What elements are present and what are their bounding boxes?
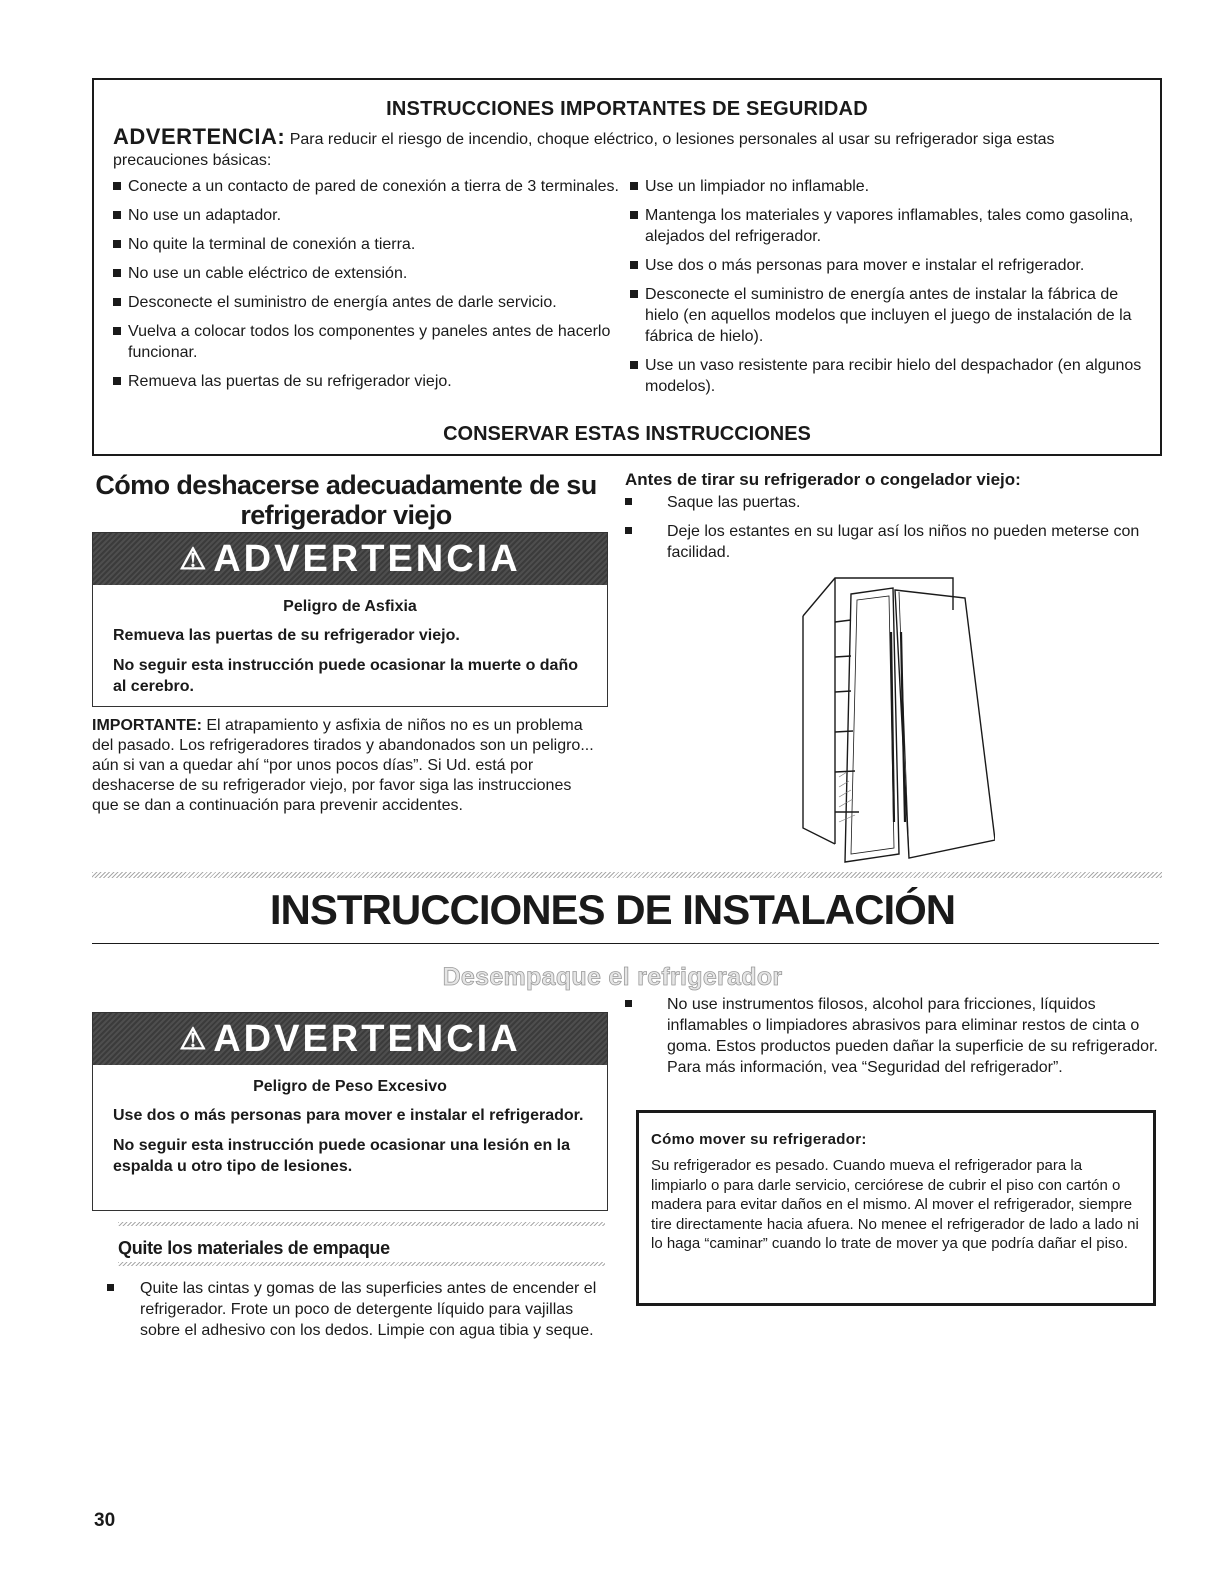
warning-instruction: Use dos o más personas para mover e instalar el refrigerador. bbox=[113, 1107, 584, 1124]
list-item: Deje los estantes en su lugar así los niños no pueden meterse con facilidad. bbox=[622, 521, 1162, 563]
safety-left-list bbox=[113, 176, 623, 400]
moving-refrigerator-box bbox=[636, 1110, 1156, 1306]
list-item: Conecte a un contacto de pared de conexión a tierra de 3 terminales. bbox=[113, 176, 623, 197]
list-item: No use un cable eléctrico de extensión. bbox=[113, 263, 623, 284]
list-item: No use instrumentos filosos, alcohol para fricciones, líquidos inflamables o limpiadores abrasivos para eliminar restos de cinta o goma. Estos productos pueden dañar la superficie de su refrigerador. Para más información, vea “Seguridad del refrigerador”. bbox=[622, 994, 1162, 1078]
warning-banner-text: ADVERTENCIA bbox=[213, 537, 521, 580]
materials-list bbox=[104, 1278, 604, 1349]
materials-bottom-strip bbox=[118, 1262, 605, 1266]
warning-banner bbox=[93, 1013, 607, 1065]
warning-banner-text: ADVERTENCIA bbox=[213, 1017, 521, 1060]
safety-warning-label: ADVERTENCIA: bbox=[113, 124, 286, 149]
before-disposal-title: Antes de tirar su refrigerador o congelador viejo: bbox=[625, 470, 1021, 489]
list-item: Desconecte el suministro de energía antes de darle servicio. bbox=[113, 292, 623, 313]
warning-consequence: No seguir esta instrucción puede ocasionar la muerte o daño al cerebro. bbox=[113, 657, 578, 695]
asphyxia-warning-box bbox=[92, 532, 608, 707]
safety-warning bbox=[113, 126, 1143, 171]
disposal-heading: Cómo deshacerse adecuadamente de su refrigerador viejo bbox=[95, 470, 597, 530]
weight-warning-box bbox=[92, 1012, 608, 1211]
move-title: Cómo mover su refrigerador: bbox=[651, 1131, 867, 1148]
list-item: Remueva las puertas de su refrigerador viejo. bbox=[113, 371, 623, 392]
title-rule bbox=[92, 943, 1159, 944]
keep-instructions-title: CONSERVAR ESTAS INSTRUCCIONES bbox=[443, 423, 811, 445]
hazard-title: Peligro de Asfixia bbox=[283, 598, 417, 615]
importante-text: El atrapamiento y asfixia de niños no es un problema del pasado. Los refrigeradores tirados y abandonados son un peligro... aún si van a quedar ahí “por unos pocos días”. Si Ud. está por deshacerse de su refrigerador viejo, por favor siga las instrucciones que se dan a continuación para prevenir accidentes. bbox=[92, 717, 594, 814]
move-text: Su refrigerador es pesado. Cuando mueva el refrigerador para la limpiarlo o para darle servicio, cerciórese de cubrir el piso con cartón o madera para evitar daños en el mismo. Al mover el refrigerador, siempre tire directamente hacia afuera. No menee el refrigerador de lado a lado ni lo haga “caminar” cuando lo trate de mover ya que podría dañar el piso. bbox=[651, 1157, 1139, 1252]
tools-warning-list bbox=[622, 994, 1162, 1086]
importante-label: IMPORTANTE: bbox=[92, 717, 202, 734]
page-number: 30 bbox=[94, 1510, 116, 1531]
warning-consequence: No seguir esta instrucción puede ocasionar una lesión en la espalda u otro tipo de lesiones. bbox=[113, 1137, 571, 1175]
installation-title: INSTRUCCIONES DE INSTALACIÓN bbox=[269, 886, 956, 933]
list-item: Mantenga los materiales y vapores inflamables, tales como gasolina, alejados del refrigerador. bbox=[630, 205, 1150, 247]
unpack-heading: Desempaque el refrigerador bbox=[442, 963, 783, 991]
safety-title: INSTRUCCIONES IMPORTANTES DE SEGURIDAD bbox=[386, 98, 868, 120]
list-item: No use un adaptador. bbox=[113, 205, 623, 226]
materials-top-strip bbox=[118, 1222, 605, 1226]
list-item: Use un limpiador no inflamable. bbox=[630, 176, 1150, 197]
warning-triangle-icon: ⚠ bbox=[179, 1022, 210, 1056]
section-divider-strip bbox=[92, 872, 1162, 878]
safety-instructions-box bbox=[92, 78, 1162, 456]
list-item: Saque las puertas. bbox=[622, 492, 1162, 513]
hazard-title: Peligro de Peso Excesivo bbox=[253, 1078, 447, 1095]
list-item: Desconecte el suministro de energía antes de instalar la fábrica de hielo (en aquellos modelos que incluyen el juego de instalación de la fábrica de hielo). bbox=[630, 284, 1150, 347]
list-item: Quite las cintas y gomas de las superficies antes de encender el refrigerador. Frote un poco de detergente líquido para vajillas sobre el adhesivo con los dedos. Limpie con agua tibia y seque. bbox=[104, 1278, 604, 1341]
list-item: Use un vaso resistente para recibir hielo del despachador (en algunos modelos). bbox=[630, 355, 1150, 397]
safety-right-list bbox=[630, 176, 1150, 405]
importante-paragraph bbox=[92, 716, 602, 816]
warning-banner bbox=[93, 533, 607, 585]
materials-title: Quite los materiales de empaque bbox=[118, 1238, 390, 1258]
refrigerator-illustration bbox=[795, 572, 995, 866]
warning-instruction: Remueva las puertas de su refrigerador viejo. bbox=[113, 627, 460, 644]
warning-triangle-icon: ⚠ bbox=[179, 542, 210, 576]
safety-warning-text: Para reducir el riesgo de incendio, choque eléctrico, o lesiones personales al usar su refrigerador siga estas precauciones básicas: bbox=[113, 131, 1055, 169]
before-disposal-list bbox=[622, 492, 1162, 571]
list-item: Vuelva a colocar todos los componentes y paneles antes de hacerlo funcionar. bbox=[113, 321, 623, 363]
list-item: Use dos o más personas para mover e instalar el refrigerador. bbox=[630, 255, 1150, 276]
list-item: No quite la terminal de conexión a tierra. bbox=[113, 234, 623, 255]
